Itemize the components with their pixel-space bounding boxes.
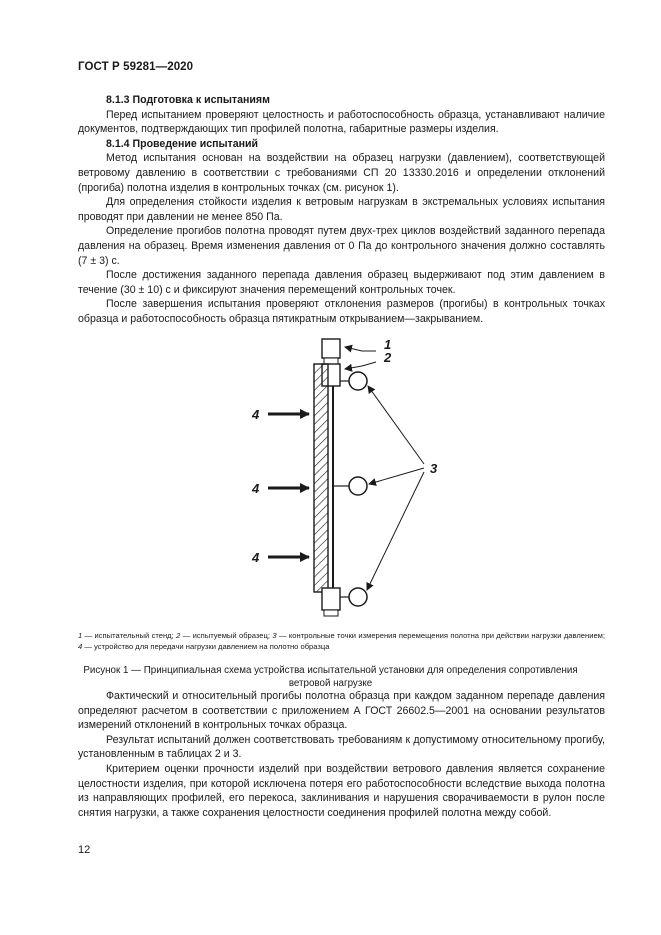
section-heading-preparation: 8.1.3 Подготовка к испытаниям bbox=[106, 94, 270, 106]
test-stand-connector bbox=[324, 358, 338, 364]
leader-line-3 bbox=[369, 468, 424, 484]
bottom-connector bbox=[324, 610, 338, 616]
figure-title: Рисунок 1 — Принципиальная схема устройства испытательной установки для определения сопротивления ветровой нагрузке bbox=[83, 665, 578, 689]
paragraph: Перед испытанием проверяют целостность и работоспособность образца, устанавливают наличие документов, подтверждающих тип профилей полотна, габаритные размеры изделия. bbox=[78, 108, 605, 136]
section-heading-testing: 8.1.4 Проведение испытаний bbox=[106, 137, 259, 150]
paragraph: После достижения заданного перепада давления образец выдерживают под этим давлением в течение (30 ± 10) с и фиксируют значения перемещений контрольных точек. bbox=[78, 269, 605, 296]
hatched-wall bbox=[314, 364, 328, 592]
label-1: 1 bbox=[384, 337, 392, 352]
leader-line-1 bbox=[345, 347, 376, 351]
paragraph: Метод испытания основан на воздействии на образец нагрузки (давлением), соответствующей ветровому давлению в соответствии с требованиями СП 20 13330.2016 и определении отклонений (прогиба) полотна изделия в контрольных точках (см. рисунок 1). bbox=[78, 152, 605, 194]
control-point-circle bbox=[349, 477, 367, 495]
standard-header: ГОСТ Р 59281—2020 bbox=[78, 61, 194, 73]
test-stand-top-block bbox=[322, 339, 340, 358]
sample-bottom-block bbox=[322, 588, 340, 610]
leader-line-3 bbox=[367, 472, 424, 590]
paragraph: После завершения испытания проверяют отклонения размеров (прогибы) в контрольных точках образца и работоспособность образца пятикратным открыванием—закрыванием. bbox=[78, 298, 605, 325]
leader-line-3 bbox=[368, 386, 424, 464]
label-4: 4 bbox=[252, 481, 260, 496]
label-4: 4 bbox=[252, 550, 260, 565]
paragraph: Для определения стойкости изделия к ветровым нагрузкам в экстремальных условиях испытания проводят при давлении не менее 850 Па. bbox=[78, 196, 605, 223]
label-2: 2 bbox=[384, 350, 392, 365]
paragraph: Определение прогибов полотна проводят путем двух-трех циклов воздействий заданного перепада давления на образец. Время изменения давления от 0 Па до контрольного значения должно составлять (7 ± 3) с. bbox=[78, 225, 605, 267]
control-point-circle bbox=[349, 372, 367, 390]
results-text bbox=[78, 689, 605, 820]
page-number: 12 bbox=[78, 844, 91, 856]
paragraph: Фактический и относительный прогибы полотна образца при каждом заданном перепаде давления определяют расчетом в соответствии с приложением А ГОСТ 26602.5—2001 на основании результатов измерений отклонений в контрольных точках образца. bbox=[78, 690, 605, 732]
test-procedure-text bbox=[78, 93, 605, 327]
figure-legend: 1 — испытательный стенд; 2 — испытуемый образец; 3 — контрольные точки измерения перемещения полотна при действии нагрузки давлением; 4 — устройство для передачи нагрузки давлением на полотно образца bbox=[78, 631, 606, 651]
paragraph: Критерием оценки прочности изделий при воздействии ветрового давления является сохранение целостности изделия, при которой исключена потеря его работоспособности вследствие выхода полотна из направляющих профилей, его перекоса, заклинивания и нарушения сворачиваемости в рулон после снятия нагрузки, а также сохранения целостности соединения профилей полотна между собой. bbox=[78, 762, 605, 819]
label-4: 4 bbox=[252, 407, 260, 422]
sample-top-block bbox=[322, 364, 340, 386]
label-3: 3 bbox=[430, 461, 438, 476]
control-point-circle bbox=[349, 588, 367, 606]
paragraph: Результат испытаний должен соответствовать требованиям к допустимому относительному прогибу, установленным в таблицах 2 и 3. bbox=[78, 733, 605, 761]
leader-line-2 bbox=[345, 362, 376, 369]
